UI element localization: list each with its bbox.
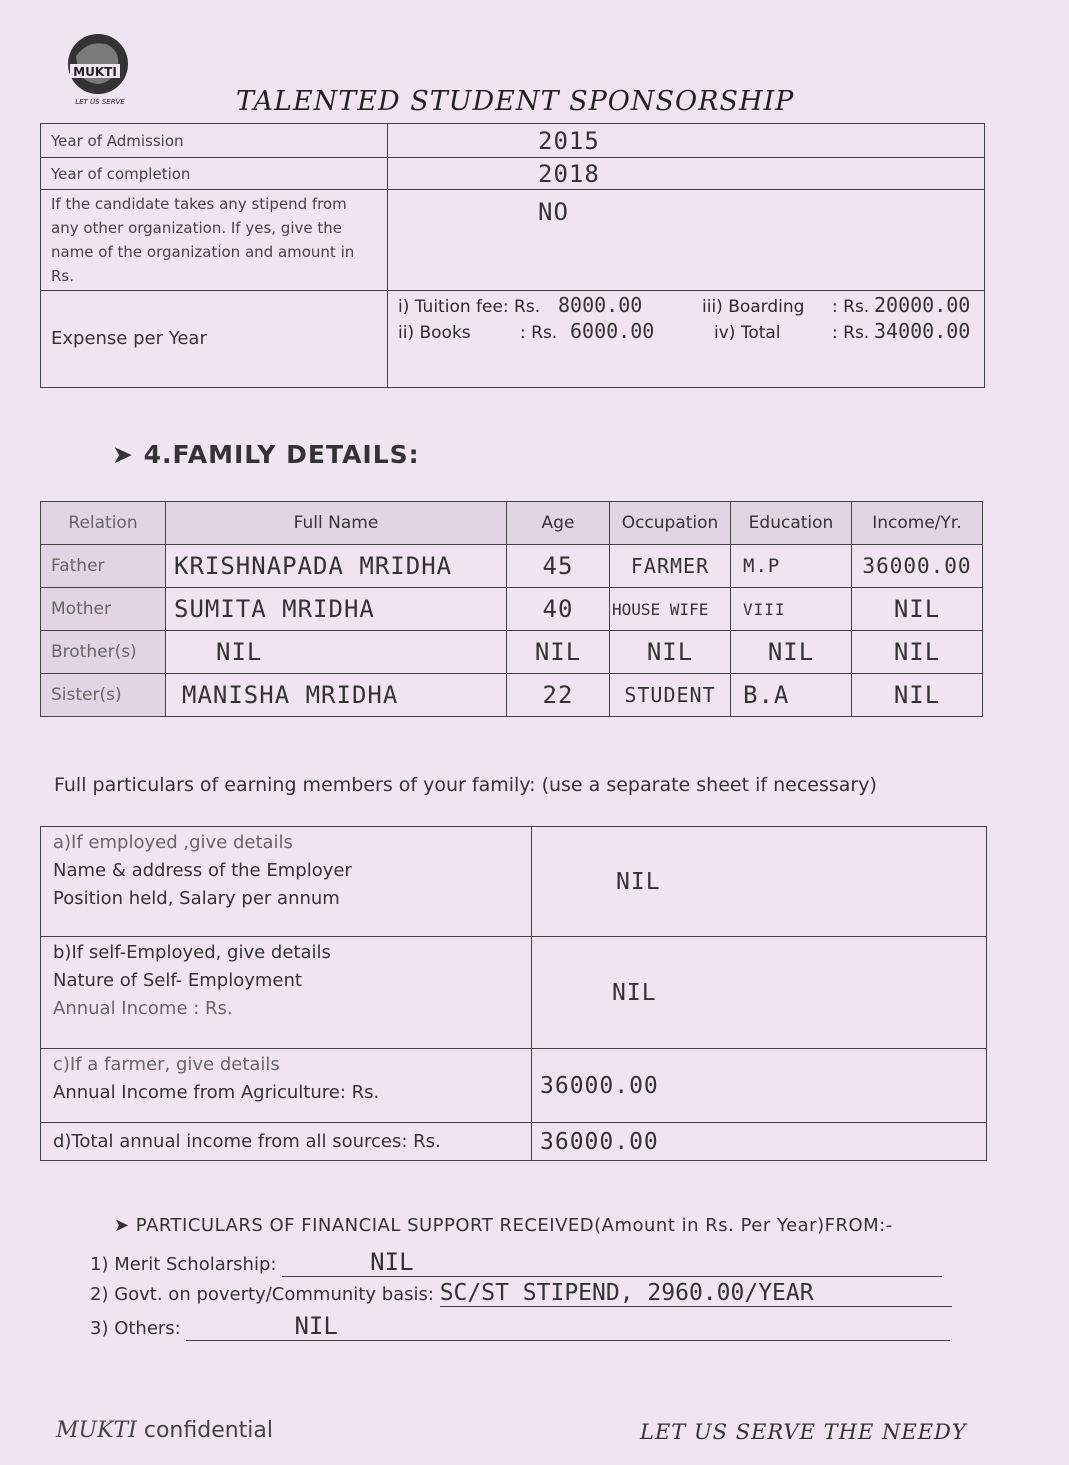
employed-value[interactable]: NIL (532, 827, 987, 937)
column-header: Income/Yr. (852, 502, 983, 545)
earning-table (40, 826, 987, 1161)
govt-support-line (90, 1280, 952, 1307)
year-admission-value[interactable]: 2015 (388, 124, 985, 158)
table-row (41, 827, 987, 937)
others-value[interactable]: NIL (186, 1312, 950, 1341)
total-value[interactable]: 34000.00 (874, 319, 971, 343)
self-employed-value[interactable]: NIL (532, 937, 987, 1049)
self-employed-label: b)If self-Employed, give details (53, 942, 331, 963)
logo-text: MUKTI (73, 65, 117, 79)
table-row (41, 158, 985, 190)
expense-label: Expense per Year (41, 291, 388, 388)
table-header-row (41, 502, 983, 545)
column-header: Full Name (166, 502, 507, 545)
page-title: TALENTED STUDENT SPONSORSHIP (236, 86, 795, 117)
total-income-value[interactable]: 36000.00 (532, 1123, 987, 1161)
self-employed-details-cell (41, 937, 532, 1049)
age-cell[interactable]: 45 (507, 545, 610, 588)
age-cell[interactable]: 40 (507, 588, 610, 631)
financial-support-heading: ➤ PARTICULARS OF FINANCIAL SUPPORT RECEIVED(Amount in Rs. Per Year)FROM:- (114, 1215, 893, 1236)
boarding-prefix: : Rs. (832, 297, 870, 317)
income-cell[interactable]: 36000.00 (852, 545, 983, 588)
name-cell[interactable]: SUMITA MRIDHA (166, 588, 507, 631)
column-header: Age (507, 502, 610, 545)
expense-cell (388, 291, 985, 388)
boarding-label: iii) Boarding (702, 297, 805, 317)
family-details-heading: ➤ 4.FAMILY DETAILS: (112, 440, 420, 469)
admission-table (40, 123, 985, 388)
table-row (41, 1123, 987, 1161)
employed-label: a)If employed ,give details (53, 832, 293, 853)
occupation-cell[interactable]: NIL (610, 631, 731, 674)
footer-motto: LET US SERVE THE NEEDY (640, 1420, 967, 1444)
total-income-label: d)Total annual income from all sources: Rs. (41, 1123, 532, 1161)
year-completion-value[interactable]: 2018 (388, 158, 985, 190)
farmer-label: c)If a farmer, give details (53, 1054, 280, 1075)
others-line (90, 1312, 950, 1341)
mukti-logo (58, 26, 142, 110)
table-row (41, 545, 983, 588)
govt-support-value[interactable]: SC/ST STIPEND, 2960.00/YEAR (440, 1280, 952, 1307)
age-cell[interactable]: 22 (507, 674, 610, 717)
education-cell[interactable]: VIII (731, 588, 852, 631)
table-row (41, 937, 987, 1049)
income-cell[interactable]: NIL (852, 588, 983, 631)
footer-confidential (56, 1418, 273, 1443)
books-label: ii) Books (398, 323, 471, 343)
education-cell[interactable]: B.A (731, 674, 852, 717)
merit-scholarship-label: 1) Merit Scholarship: (90, 1254, 277, 1275)
relation-cell: Mother (41, 588, 166, 631)
others-label: 3) Others: (90, 1318, 181, 1339)
employed-details-cell (41, 827, 532, 937)
govt-support-label: 2) Govt. on poverty/Community basis: (90, 1284, 434, 1305)
name-cell[interactable]: KRISHNAPADA MRIDHA (166, 545, 507, 588)
logo-motto: LET US SERVE (75, 98, 125, 106)
occupation-cell[interactable]: HOUSE WIFE (610, 588, 731, 631)
column-header: Relation (41, 502, 166, 545)
books-value[interactable]: 6000.00 (570, 319, 655, 343)
name-cell[interactable]: MANISHA MRIDHA (166, 674, 507, 717)
employer-label: Name & address of the Employer (53, 860, 352, 881)
column-header: Occupation (610, 502, 731, 545)
merit-scholarship-line (90, 1248, 942, 1277)
merit-scholarship-value[interactable]: NIL (282, 1248, 942, 1277)
income-cell[interactable]: NIL (852, 631, 983, 674)
footer-confidential-text: confidential (136, 1418, 273, 1443)
family-table (40, 501, 983, 717)
occupation-cell[interactable]: FARMER (610, 545, 731, 588)
position-label: Position held, Salary per annum (53, 888, 340, 909)
boarding-value[interactable]: 20000.00 (874, 293, 971, 317)
relation-cell: Father (41, 545, 166, 588)
relation-cell: Brother(s) (41, 631, 166, 674)
education-cell[interactable]: NIL (731, 631, 852, 674)
annual-income-label: Annual Income : Rs. (53, 998, 233, 1019)
total-label: iv) Total (714, 323, 781, 343)
table-row (41, 1049, 987, 1123)
income-cell[interactable]: NIL (852, 674, 983, 717)
relation-cell: Sister(s) (41, 674, 166, 717)
table-row (41, 631, 983, 674)
year-admission-label: Year of Admission (41, 124, 388, 158)
tuition-value[interactable]: 8000.00 (558, 293, 643, 317)
agriculture-income-value[interactable]: 36000.00 (532, 1049, 987, 1123)
stipend-label: If the candidate takes any stipend from any other organization. If yes, give the name of the organization and amount in Rs. (41, 190, 388, 291)
occupation-cell[interactable]: STUDENT (610, 674, 731, 717)
tuition-label: i) Tuition fee: Rs. (398, 297, 541, 317)
total-prefix: : Rs. (832, 323, 870, 343)
books-prefix: : Rs. (520, 323, 558, 343)
table-row (41, 588, 983, 631)
column-header: Education (731, 502, 852, 545)
agriculture-income-label: Annual Income from Agriculture: Rs. (53, 1082, 380, 1103)
year-completion-label: Year of completion (41, 158, 388, 190)
farmer-details-cell (41, 1049, 532, 1123)
name-cell[interactable]: NIL (166, 631, 507, 674)
education-cell[interactable]: M.P (731, 545, 852, 588)
table-row (41, 190, 985, 291)
self-employment-nature-label: Nature of Self- Employment (53, 970, 302, 991)
table-row (41, 124, 985, 158)
age-cell[interactable]: NIL (507, 631, 610, 674)
footer-brand: MUKTI (56, 1418, 137, 1443)
stipend-value[interactable]: NO (388, 190, 985, 291)
table-row (41, 291, 985, 388)
table-row (41, 674, 983, 717)
earning-members-intro: Full particulars of earning members of your family: (use a separate sheet if necessary) (54, 774, 877, 796)
